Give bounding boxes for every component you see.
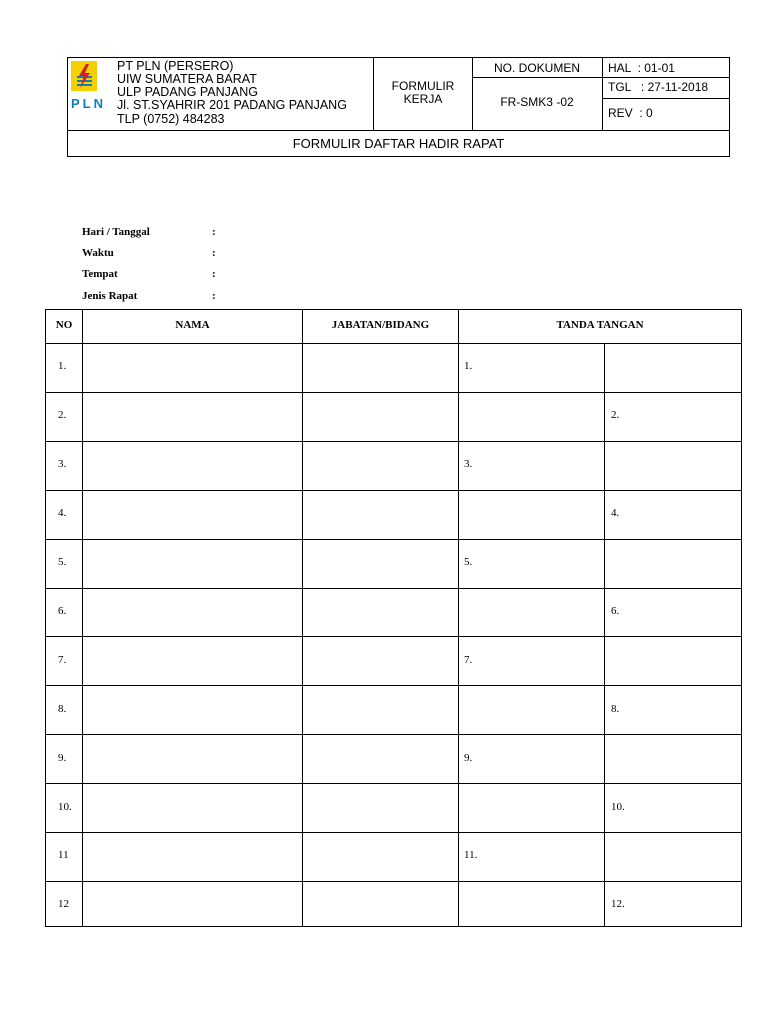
form-type-line2: KERJA [403,92,443,106]
pln-logo [70,60,112,126]
signature-number: 10. [611,801,625,813]
header-name: NAMA [175,319,210,331]
signature-number: 9. [464,752,473,764]
label-time: Waktu [82,247,114,259]
row-line [46,783,741,784]
row-line [46,636,741,637]
signature-number: 12. [611,898,625,910]
row-line [46,539,741,540]
column-line [302,310,303,926]
signature-number: 8. [611,703,620,715]
page-number: HAL : 01-01 [608,61,675,75]
row-number: 2. [58,409,67,421]
signature-number: 4. [611,507,620,519]
divider [602,58,603,131]
divider [602,98,730,99]
row-line [46,685,741,686]
logo-text: PLN [71,96,106,111]
company-name: PT PLN (PERSERO) [117,59,234,73]
revision: REV : 0 [608,106,653,120]
row-number: 10. [58,801,72,813]
colon: : [212,290,216,302]
row-line [46,490,741,491]
signature-number: 2. [611,409,620,421]
label-meeting-type: Jenis Rapat [82,290,138,302]
signature-number: 5. [464,556,473,568]
row-number: 5. [58,556,67,568]
row-line [46,343,741,344]
header-signature: TANDA TANGAN [556,319,644,331]
divider [602,77,730,78]
header-no: NO [55,319,73,331]
company-address: Jl. ST.SYAHRIR 201 PADANG PANJANG [117,98,347,112]
divider [472,77,602,78]
label-date: Hari / Tanggal [82,226,150,238]
row-number: 4. [58,507,67,519]
company-branch: ULP PADANG PANJANG [117,85,259,99]
signature-number: 11. [464,849,478,861]
column-line [458,310,459,926]
column-line [604,343,605,926]
document-header [67,57,730,157]
doc-number: FR-SMK3 -02 [500,95,574,109]
colon: : [212,247,216,259]
row-number: 9. [58,752,67,764]
form-title: FORMULIR DAFTAR HADIR RAPAT [292,136,505,151]
colon: : [212,226,216,238]
signature-number: 3. [464,458,473,470]
row-line [46,392,741,393]
attendance-table [45,309,742,927]
row-number: 3. [58,458,67,470]
divider [68,130,729,131]
row-line [46,588,741,589]
row-number: 12 [58,898,69,910]
signature-number: 7. [464,654,473,666]
label-place: Tempat [82,268,118,280]
row-number: 6. [58,605,67,617]
signature-number: 6. [611,605,620,617]
doc-number-label: NO. DOKUMEN [493,61,580,75]
row-number: 7. [58,654,67,666]
row-line [46,832,741,833]
row-number: 1. [58,360,67,372]
row-number: 11 [58,849,69,861]
row-line [46,881,741,882]
row-line [46,441,741,442]
divider [373,58,374,131]
colon: : [212,268,216,280]
company-unit: UIW SUMATERA BARAT [117,72,257,86]
row-line [46,734,741,735]
company-phone: TLP (0752) 484283 [117,112,225,126]
row-number: 8. [58,703,67,715]
signature-number: 1. [464,360,473,372]
form-type-line1: FORMULIR [391,79,455,93]
column-line [82,310,83,926]
header-position: JABATAN/BIDANG [331,319,430,331]
document-date: TGL : 27-11-2018 [608,80,709,94]
